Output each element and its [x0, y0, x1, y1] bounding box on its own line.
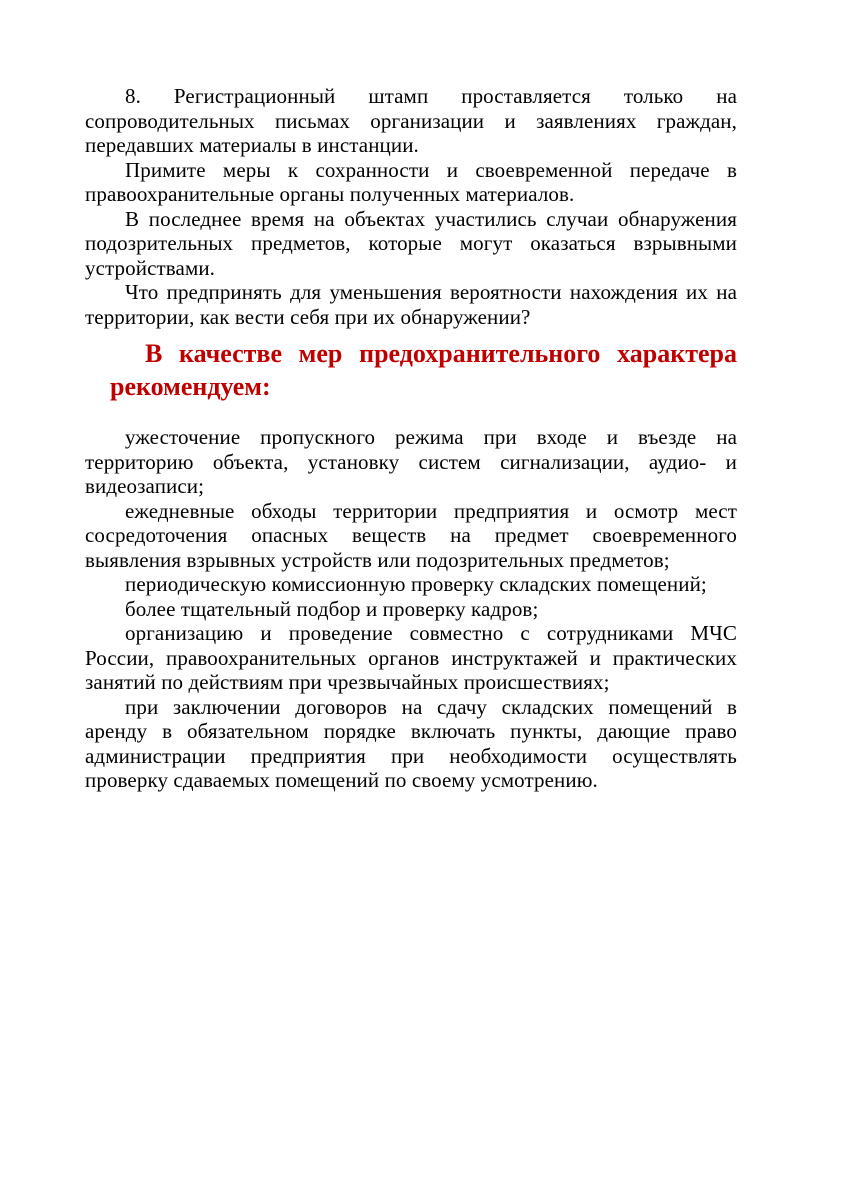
body-paragraph: Что предпринять для уменьшения вероятности нахождения их на территории, как вести себя при их обнаружении? — [85, 280, 737, 329]
document-content — [85, 84, 737, 793]
body-paragraph: В последнее время на объектах участились случаи обнаружения подозрительных предметов, которые могут оказаться взрывными устройствами. — [85, 206, 737, 280]
body-paragraph: организацию и проведение совместно с сотрудниками МЧС России, правоохранительных органов инструктажей и практических занятий по действиям при чрезвычайных происшествиях; — [85, 621, 737, 694]
body-paragraph: ужесточение пропускного режима при входе и въезде на территорию объекта, установку систем сигнализации, аудио- и видеозаписи; — [85, 425, 737, 498]
body-paragraph: Примите меры к сохранности и своевременной передаче в правоохранительные органы полученных материалов. — [85, 157, 737, 206]
body-paragraph: 8. Регистрационный штамп проставляется только на сопроводительных письмах организации и заявлениях граждан, передавших материалы в инстанции. — [85, 84, 737, 157]
body-paragraph: периодическую комиссионную проверку складских помещений; — [125, 572, 707, 596]
section-heading: В качестве мер предохранительного характера рекомендуем: — [110, 339, 737, 401]
body-paragraph: при заключении договоров на сдачу складских помещений в аренду в обязательном порядке включать пункты, дающие право администрации предприятия при необходимости осуществлять проверку сдаваемых помещений по своему усмотрению. — [85, 694, 737, 792]
body-paragraph: более тщательный подбор и проверку кадров; — [125, 596, 539, 621]
body-paragraph: ежедневные обходы территории предприятия и осмотр мест сосредоточения опасных веществ на предмет своевременного выявления взрывных устройств или подозрительных предметов; — [85, 498, 737, 572]
